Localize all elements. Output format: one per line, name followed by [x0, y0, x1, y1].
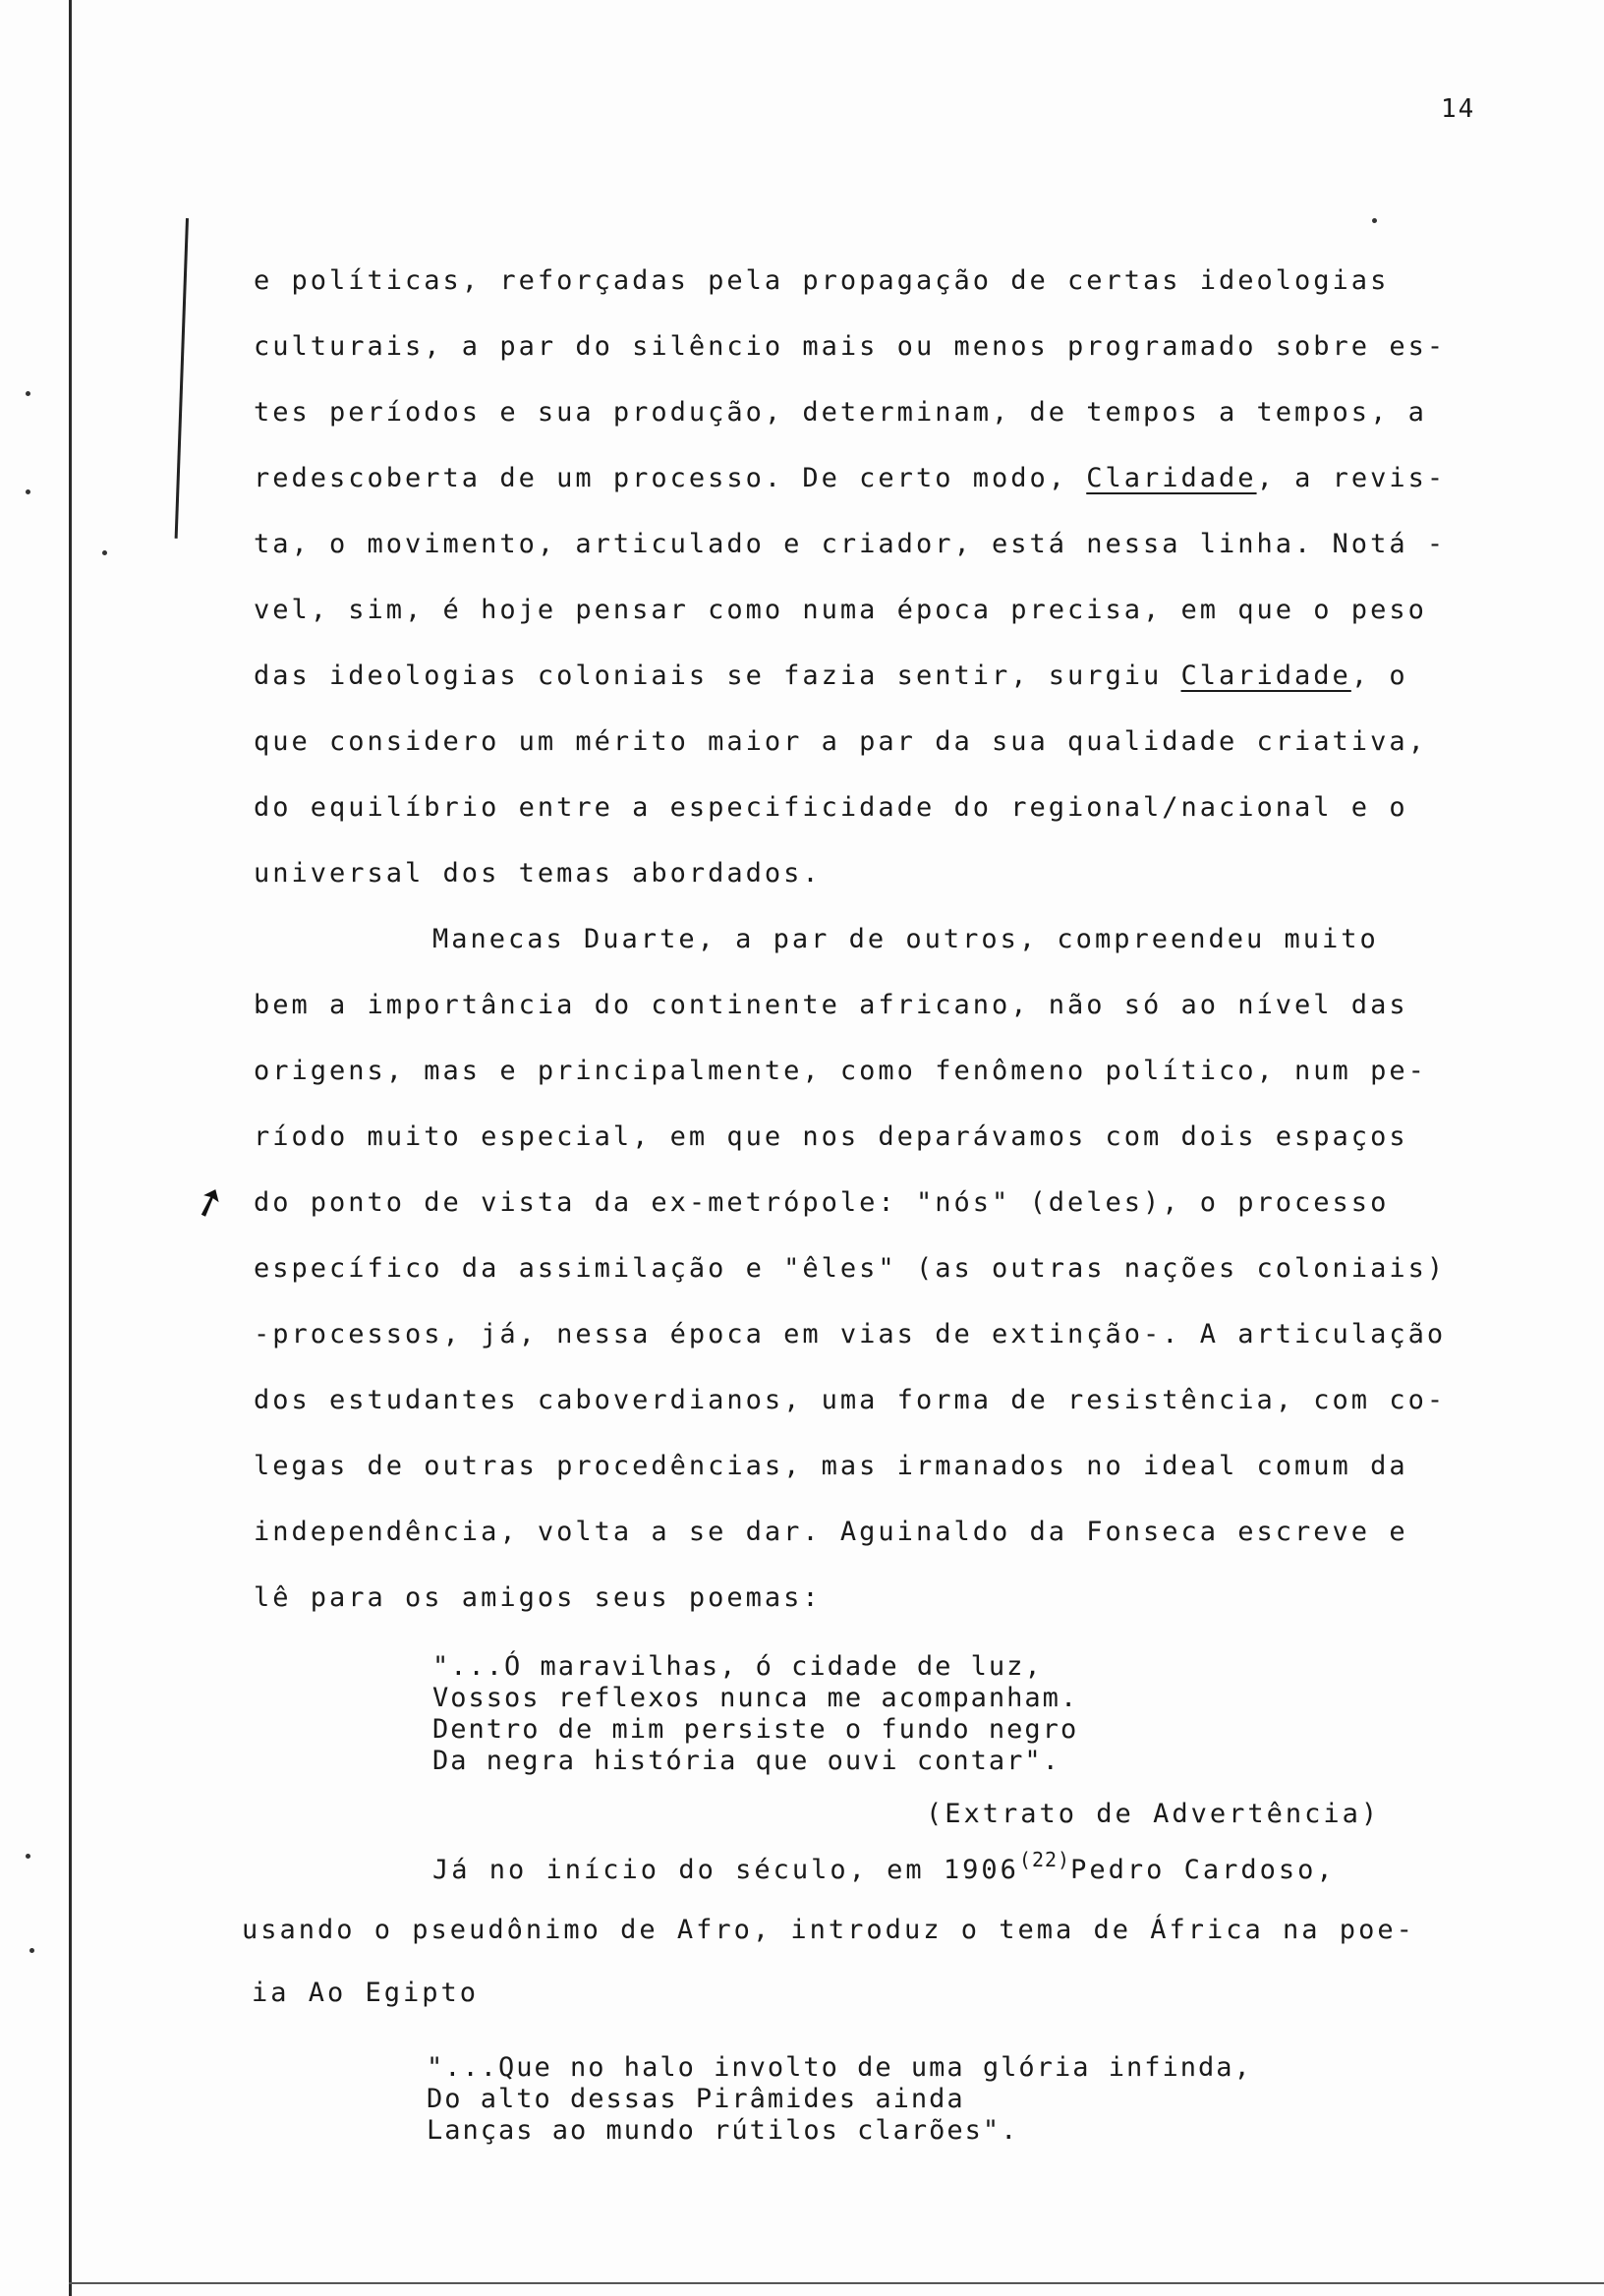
margin-dot — [26, 391, 30, 396]
text-line: bem a importância do continente africano, não só ao nível das — [254, 990, 1408, 1020]
text-line: Manecas Duarte, a par de outros, compreendeu muito — [432, 924, 1379, 954]
bottom-border-line — [69, 2282, 1604, 2284]
text-line: do ponto de vista da ex-metrópole: "nós" (deles), o processo — [254, 1187, 1390, 1218]
main-text-block — [254, 248, 1482, 1631]
poem-line: Dentro de mim persiste o fundo negro — [432, 1714, 1079, 1745]
page-number: 14 — [1441, 94, 1476, 124]
text-line: específico da assimilação e "êles" (as outras nações coloniais) — [254, 1253, 1447, 1284]
margin-dot — [1372, 218, 1377, 223]
text-line: ta, o movimento, articulado e criador, está nessa linha. Notá - — [254, 529, 1447, 559]
quote-attribution: (Extrato de Advertência) — [926, 1799, 1381, 1829]
text-line: e políticas, reforçadas pela propagação de certas ideologias — [254, 265, 1390, 296]
poem-quote-2 — [427, 2052, 1252, 2147]
text-line: que considero um mérito maior a par da sua qualidade criativa, — [254, 726, 1427, 757]
text-line: redescoberta de um processo. De certo modo, Claridade, a revis- — [254, 463, 1447, 493]
poem-line: "...Que no halo involto de uma glória infinda, — [427, 2052, 1252, 2083]
text-line: das ideologias coloniais se fazia sentir, surgiu Claridade, o — [254, 660, 1408, 691]
text-line: -processos, já, nessa época em vias de extinção-. A articulação — [254, 1319, 1447, 1349]
poem-line: Do alto dessas Pirâmides ainda — [427, 2084, 965, 2114]
margin-dot — [29, 1948, 34, 1953]
text-line: legas de outras procedências, mas irmanados no ideal comum da — [254, 1451, 1408, 1481]
poem-line: Vossos reflexos nunca me acompanham. — [432, 1683, 1079, 1713]
paragraph-3-line-2: usando o pseudônimo de Afro, introduz o tema de África na poe- — [242, 1915, 1415, 1945]
poem-line: "...Ó maravilhas, ó cidade de luz, — [432, 1651, 1043, 1682]
journal-title-claridade: Claridade — [1180, 660, 1351, 691]
text-line: origens, mas e principalmente, como fenômeno político, num pe- — [254, 1056, 1427, 1086]
margin-dot — [26, 489, 30, 494]
text-line: culturais, a par do silêncio mais ou menos programado sobre es- — [254, 331, 1447, 362]
paragraph-3-line-1: Já no início do século, em 1906$^{(22)}$Pedro Cardoso, — [432, 1848, 1336, 1885]
left-border-line — [69, 0, 72, 2296]
footnote-ref: (22) — [1018, 1848, 1071, 1871]
poem-line: Lanças ao mundo rútilos clarões". — [427, 2115, 1019, 2146]
text-line: lê para os amigos seus poemas: — [254, 1582, 822, 1613]
text-line: universal dos temas abordados. — [254, 858, 822, 889]
text-line: do equilíbrio entre a especificidade do regional/nacional e o — [254, 792, 1408, 823]
poem-line: Da negra história que ouvi contar". — [432, 1746, 1060, 1776]
paragraph-3-line-3: ia Ao Egipto — [252, 1978, 480, 2008]
margin-dot — [102, 550, 107, 555]
text-line: tes períodos e sua produção, determinam, de tempos a tempos, a — [254, 397, 1427, 428]
poem-quote-1 — [432, 1651, 1078, 1777]
text-line: ríodo muito especial, em que nos deparávamos com dois espaços — [254, 1121, 1408, 1152]
margin-dot — [26, 1854, 30, 1859]
text-line: independência, volta a se dar. Aguinaldo da Fonseca escreve e — [254, 1517, 1408, 1547]
journal-title-claridade: Claridade — [1086, 463, 1257, 493]
margin-arrow-icon: ➚ — [186, 1175, 233, 1230]
paragraph-2 — [254, 906, 1482, 1631]
text-line: vel, sim, é hoje pensar como numa época precisa, em que o peso — [254, 595, 1427, 625]
margin-annotation-line — [175, 218, 189, 539]
paragraph-1 — [254, 248, 1482, 906]
text-line: dos estudantes caboverdianos, uma forma de resistência, com co- — [254, 1385, 1447, 1415]
